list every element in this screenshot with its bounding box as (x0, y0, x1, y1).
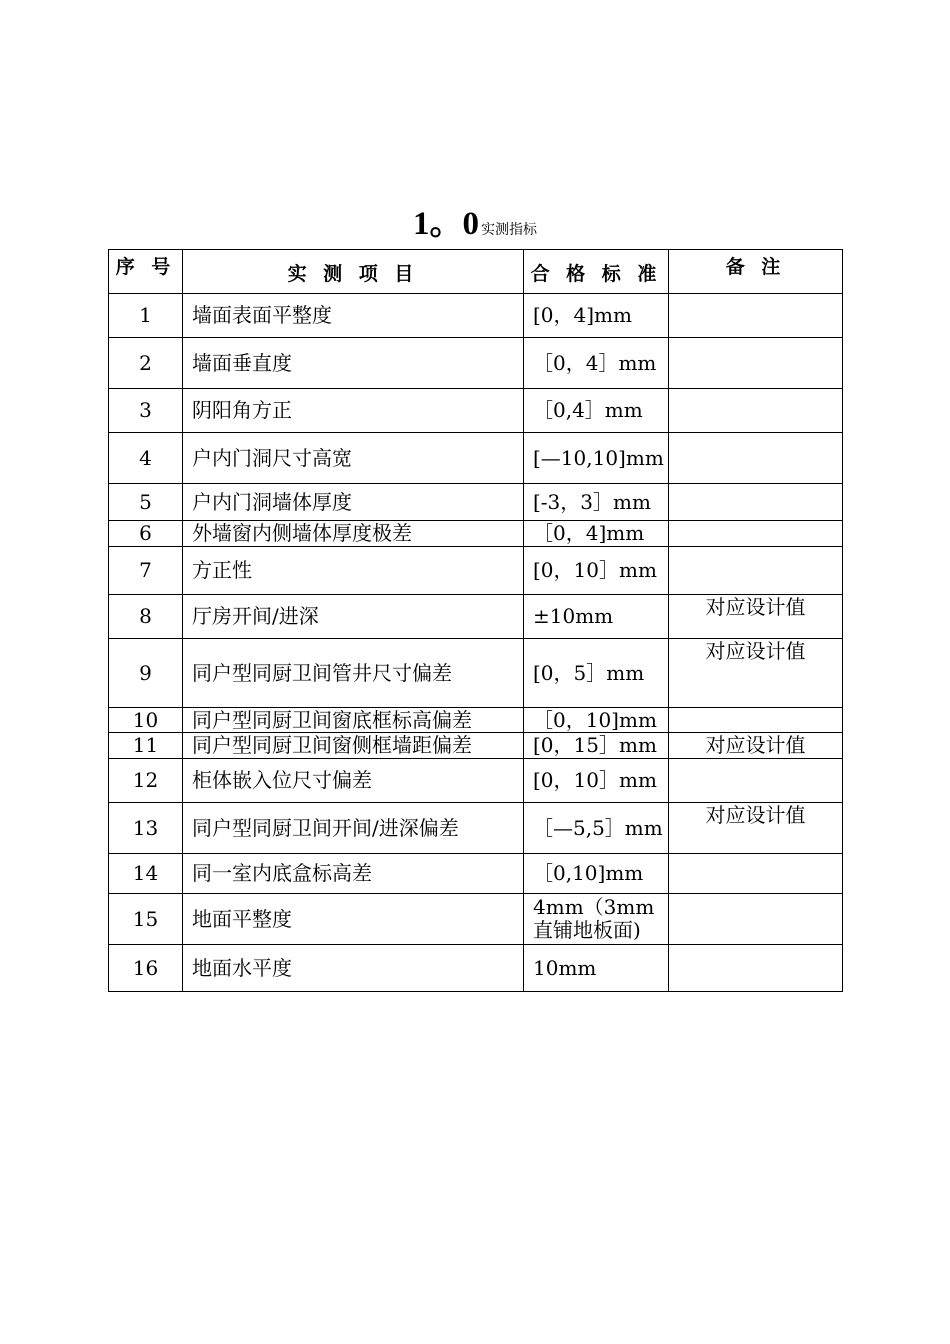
table-row (109, 894, 843, 945)
table-row (109, 708, 843, 733)
row-index: 3 (109, 389, 183, 433)
row-standard: [0，15］mm (524, 733, 669, 759)
document-title (0, 202, 950, 252)
table-row (109, 639, 843, 708)
row-note (669, 708, 843, 733)
row-item: 同户型同厨卫间窗侧框墙距偏差 (183, 733, 524, 759)
row-item: 户内门洞墙体厚度 (183, 484, 524, 521)
row-note (669, 894, 843, 945)
row-index: 15 (109, 894, 183, 945)
row-item: 墙面垂直度 (183, 338, 524, 389)
row-standard: ［0,10]mm (524, 854, 669, 894)
row-note (669, 854, 843, 894)
table-row (109, 338, 843, 389)
row-item: 户内门洞尺寸高宽 (183, 433, 524, 484)
row-note: 对应设计值 (669, 595, 843, 639)
row-index: 13 (109, 803, 183, 854)
row-standard: ［0,4］mm (524, 389, 669, 433)
row-standard: ［—5,5］mm (524, 803, 669, 854)
row-note (669, 389, 843, 433)
row-item: 地面平整度 (183, 894, 524, 945)
header-note: 备 注 (669, 250, 843, 294)
row-standard: ［0，4］mm (524, 338, 669, 389)
row-note (669, 294, 843, 338)
row-note (669, 547, 843, 595)
row-item: 同户型同厨卫间窗底框标高偏差 (183, 708, 524, 733)
row-standard: [0，5］mm (524, 639, 669, 708)
row-standard: 4mm（3mm直铺地板面) (524, 894, 669, 945)
row-note (669, 433, 843, 484)
row-item: 同户型同厨卫间开间/进深偏差 (183, 803, 524, 854)
table-row (109, 433, 843, 484)
title-number: 1。0 (413, 206, 479, 242)
header-index: 序 号 (109, 250, 183, 294)
row-item: 地面水平度 (183, 945, 524, 992)
row-standard: [-3，3］mm (524, 484, 669, 521)
row-index: 5 (109, 484, 183, 521)
table-row (109, 803, 843, 854)
header-standard: 合 格 标 准 (524, 250, 669, 294)
row-standard: ［0，10]mm (524, 708, 669, 733)
row-standard: [0，4]mm (524, 294, 669, 338)
row-note: 对应设计值 (669, 803, 843, 854)
row-index: 8 (109, 595, 183, 639)
title-text: 实测指标 (481, 222, 537, 238)
measurement-table (108, 249, 843, 992)
row-index: 12 (109, 759, 183, 803)
row-standard: [—10,10]mm (524, 433, 669, 484)
row-index: 10 (109, 708, 183, 733)
row-item: 方正性 (183, 547, 524, 595)
row-item: 同户型同厨卫间管井尺寸偏差 (183, 639, 524, 708)
row-index: 14 (109, 854, 183, 894)
row-index: 7 (109, 547, 183, 595)
row-item: 外墙窗内侧墙体厚度极差 (183, 521, 524, 547)
row-index: 9 (109, 639, 183, 708)
row-standard: [0，10］mm (524, 759, 669, 803)
row-index: 4 (109, 433, 183, 484)
row-index: 1 (109, 294, 183, 338)
row-standard: ±10mm (524, 595, 669, 639)
row-item: 柜体嵌入位尺寸偏差 (183, 759, 524, 803)
table-row (109, 945, 843, 992)
table-row (109, 521, 843, 547)
row-note (669, 338, 843, 389)
row-note (669, 945, 843, 992)
table-row (109, 733, 843, 759)
row-index: 11 (109, 733, 183, 759)
row-item: 厅房开间/进深 (183, 595, 524, 639)
table-row (109, 484, 843, 521)
table-row (109, 294, 843, 338)
row-item: 阴阳角方正 (183, 389, 524, 433)
table-row (109, 595, 843, 639)
row-standard: ［0，4]mm (524, 521, 669, 547)
row-note (669, 484, 843, 521)
row-index: 6 (109, 521, 183, 547)
row-note (669, 521, 843, 547)
row-standard: [0，10］mm (524, 547, 669, 595)
row-item: 同一室内底盒标高差 (183, 854, 524, 894)
table-row (109, 854, 843, 894)
row-index: 2 (109, 338, 183, 389)
table-header-row (109, 250, 843, 294)
row-item: 墙面表面平整度 (183, 294, 524, 338)
table-row (109, 547, 843, 595)
row-note (669, 759, 843, 803)
table-row (109, 759, 843, 803)
row-note: 对应设计值 (669, 639, 843, 708)
row-note: 对应设计值 (669, 733, 843, 759)
table-body (109, 294, 843, 992)
table-row (109, 389, 843, 433)
row-index: 16 (109, 945, 183, 992)
header-item: 实 测 项 目 (183, 250, 524, 294)
row-standard: 10mm (524, 945, 669, 992)
